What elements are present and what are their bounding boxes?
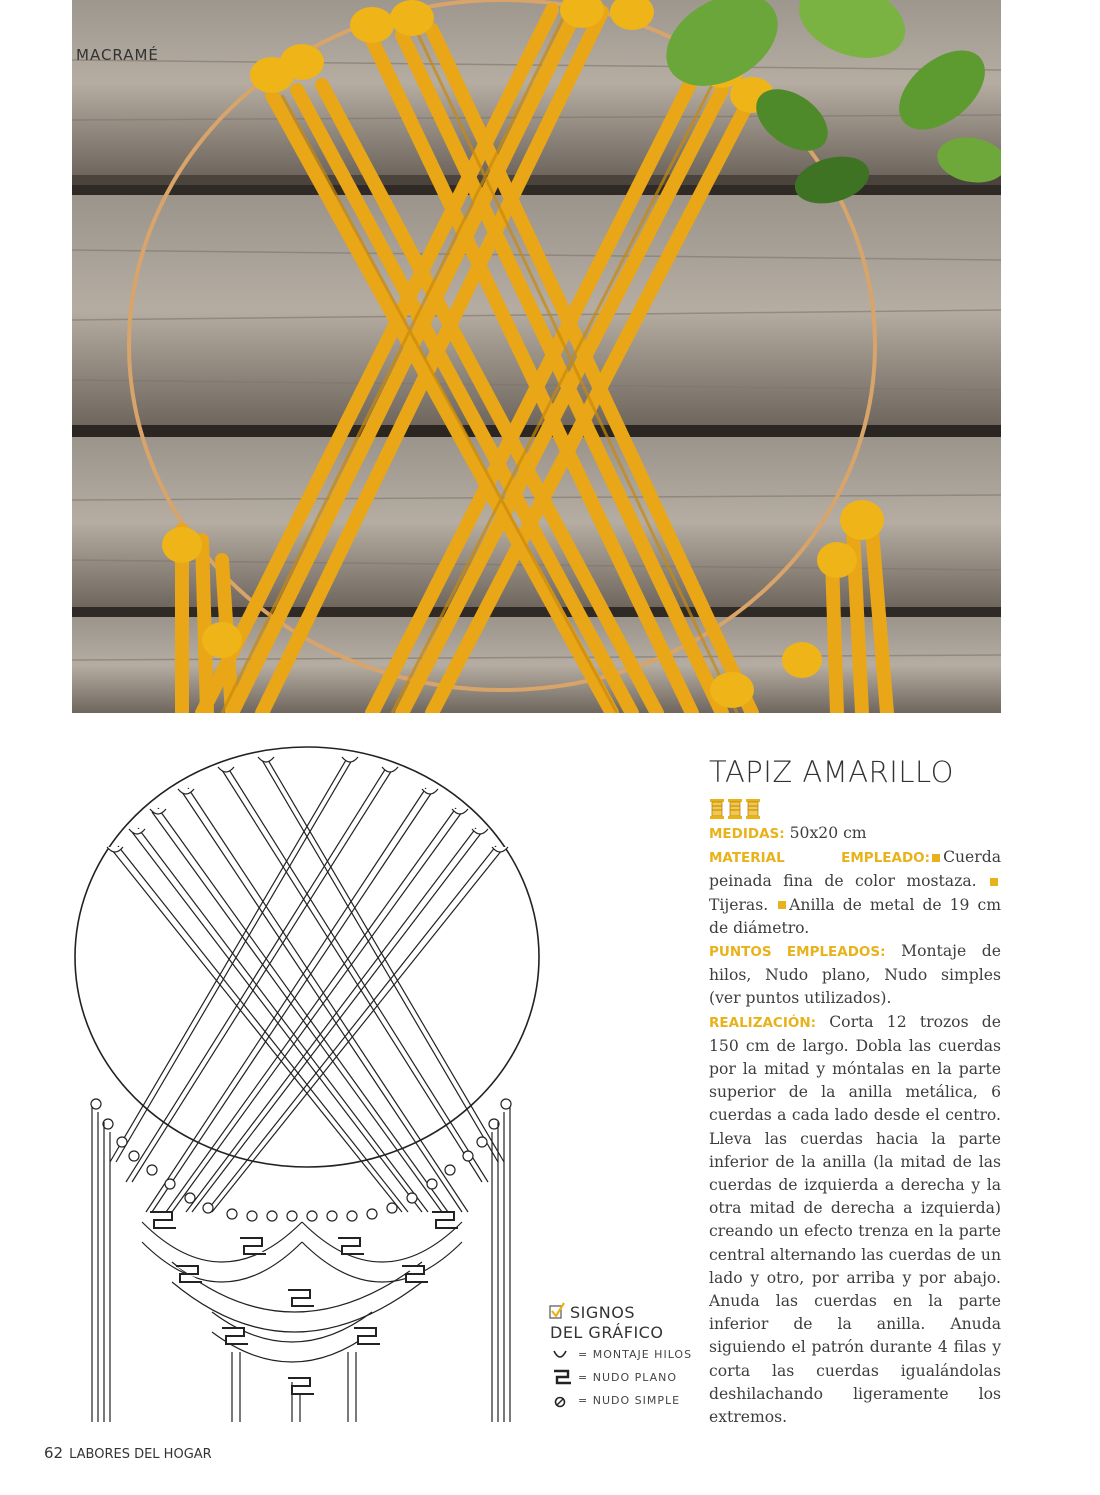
checkmark-icon (548, 1301, 566, 1321)
legend-item-square-knot (548, 1366, 718, 1389)
legend-label: = NUDO PLANO (578, 1371, 678, 1384)
realizacion-paragraph (709, 1011, 1001, 1430)
macrame-chart (72, 742, 552, 1432)
square-knots (150, 1212, 458, 1394)
material-item: Tijeras. (709, 895, 769, 914)
article (709, 752, 1001, 1429)
realizacion-text: Corta 12 trozos de 150 cm de largo. Dobla las cuerdas por la mitad y móntalas en la parte superior de la anilla metálica, 6 cuerdas a cada lado desde el centro. Lleva las cuerdas hacia la parte inferior de la anilla (la mitad de las cuerdas de izquierda a derecha y la otra mitad de derecha a izquierda) creando un efecto trenza en la parte central alternando las cuerdas de un lado y otro, por arriba y por abajo. Anuda las cuerdas en la parte inferior de la anilla. Anuda siguiendo el patrón durante 4 filas y corta las cuerdas igualándolas deshilachando ligeramente los extremos. (709, 1012, 1001, 1427)
article-body (709, 822, 1001, 1429)
bullet-icon (932, 854, 940, 862)
material-paragraph (709, 846, 1001, 940)
pattern-diagram (72, 742, 552, 1432)
spool-icon (709, 798, 725, 820)
square-knot-icon (548, 1368, 576, 1388)
page-footer (44, 1444, 212, 1462)
puntos-paragraph (709, 940, 1001, 1011)
medidas-value: 50x20 cm (789, 824, 867, 842)
hero-photo (72, 0, 1001, 713)
bullet-icon (990, 878, 998, 886)
spool-icon (745, 798, 761, 820)
bullet-icon (778, 901, 786, 909)
legend-item-simple-knot (548, 1389, 718, 1412)
macrame-photo (72, 0, 1001, 713)
magazine-name: LABORES DEL HOGAR (69, 1447, 212, 1462)
difficulty-rating (709, 798, 1001, 820)
legend-label: = NUDO SIMPLE (578, 1394, 681, 1407)
realizacion-label: REALIZACIÓN: (709, 1014, 817, 1031)
material-label: MATERIAL EMPLEADO: (709, 850, 931, 867)
legend-item-mounting (548, 1343, 718, 1366)
material-item: Anilla de metal de 19 cm de diámetro. (709, 895, 1001, 937)
spool-icon (727, 798, 743, 820)
legend-title-line1: SIGNOS (570, 1303, 635, 1322)
medidas-paragraph (709, 822, 1001, 846)
medidas-label: MEDIDAS: (709, 826, 785, 842)
chart-legend (548, 1303, 718, 1412)
legend-title-line2: DEL GRÁFICO (550, 1323, 664, 1342)
puntos-value: Montaje de hilos, Nudo plano, Nudo simples (709, 942, 1001, 985)
puntos-note: (ver puntos utilizados). (709, 989, 892, 1008)
legend-title (548, 1303, 718, 1343)
puntos-label: PUNTOS EMPLEADOS: (709, 944, 886, 961)
section-label: MACRAMÉ (76, 46, 159, 64)
simple-knot-icon (548, 1391, 576, 1411)
page-number: 62 (44, 1444, 64, 1462)
mounting-icon (548, 1345, 576, 1365)
legend-label: = MONTAJE HILOS (578, 1348, 693, 1361)
article-title: TAPIZ AMARILLO (709, 755, 954, 789)
hanging-cords (92, 1107, 510, 1422)
material-item: Cuerda peinada fina de color mostaza. (709, 848, 1001, 891)
